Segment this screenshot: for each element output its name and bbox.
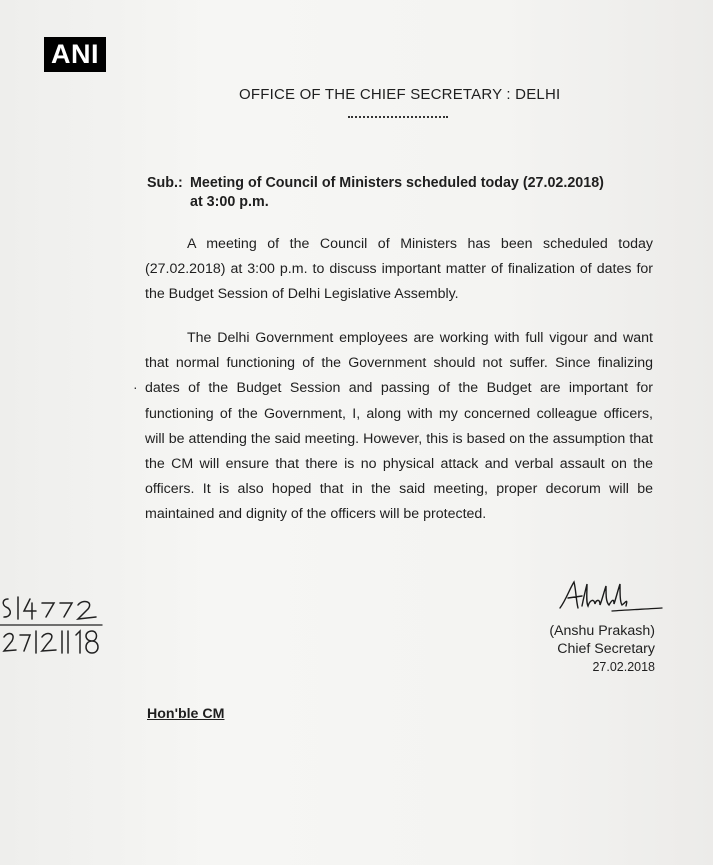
signature-block [549, 622, 655, 676]
handwritten-signature [556, 578, 664, 618]
subject-text-line1: Meeting of Council of Ministers scheduled today (27.02.2018) [190, 175, 604, 191]
stray-mark: · [133, 379, 138, 395]
recipient: Hon'ble CM [147, 706, 225, 722]
subject-line [147, 174, 604, 210]
body-paragraph-1: A meeting of the Council of Ministers has been scheduled today (27.02.2018) at 3:00 p.m. to discuss important matter of finalization of dates for the Budget Session of Delhi Legislative Assembly. [145, 236, 653, 303]
ani-logo: ANI [44, 37, 106, 72]
office-title: OFFICE OF THE CHIEF SECRETARY : DELHI [239, 86, 561, 103]
body-paragraph-2: The Delhi Government employees are working with full vigour and want that normal functioning of the Government should not suffer. Since finalizing dates of the Budget Session and passing of the Budget are important for functioning of the Government, I, along with my concerned colleague officers, will be attending the said meeting. However, this is based on the assumption that the CM will ensure that there is no physical attack and verbal assault on the officers. It is also hoped that in the said meeting, proper decorum will be maintained and dignity of the officers will be protected. [145, 330, 653, 523]
subject-text-line2: at 3:00 p.m. [190, 194, 269, 210]
title-underline [348, 116, 448, 118]
signatory-designation: Chief Secretary [557, 641, 655, 657]
signature-date: 27.02.2018 [592, 660, 655, 674]
handwritten-receipt-note [0, 595, 110, 665]
subject-label: Sub.: [147, 175, 183, 191]
signatory-name: (Anshu Prakash) [549, 623, 655, 639]
